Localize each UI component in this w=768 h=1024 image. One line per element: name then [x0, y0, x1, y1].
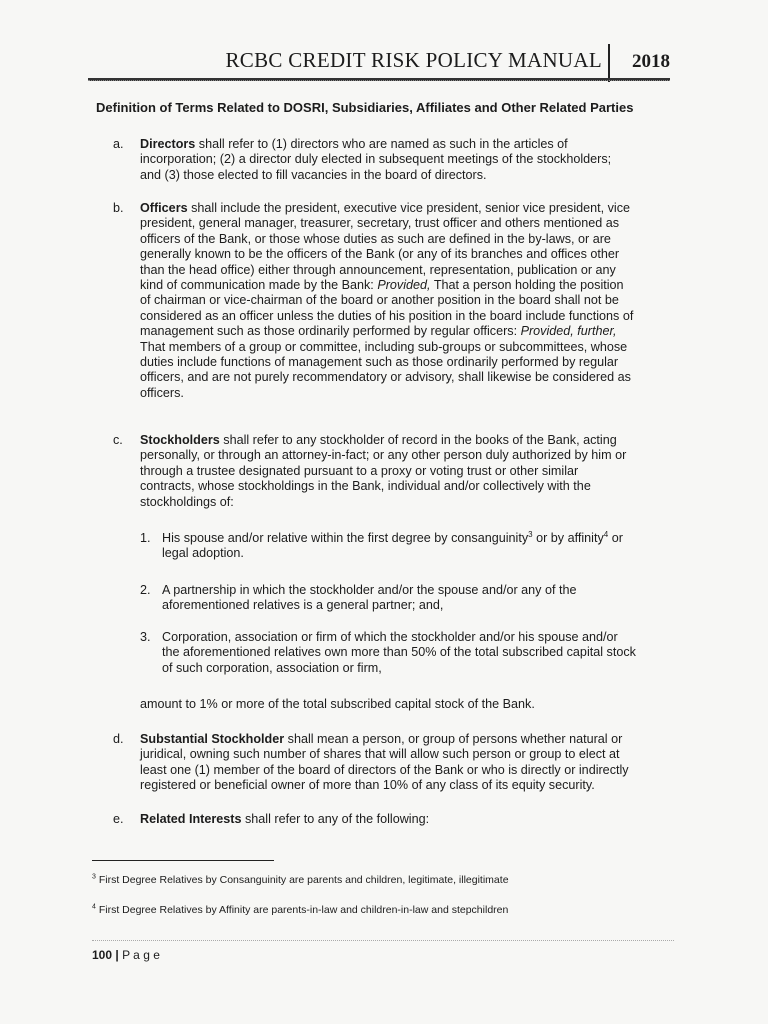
term-directors: Directors	[140, 137, 196, 151]
item-label: e.	[113, 812, 124, 826]
definition-officers: b. Officers shall include the president, executive vice president, senior vice president, vice president, general manager, treasurer, secretary, trust officer and others mentioned as officers of the Bank, or those whose duties as such are defined in the by-laws, or are generally known to be the officers of the Bank (or any of its branches and offices other than the head office) either through announcement, representation, publication or any kind of communication made by the Bank: Provided, That a person holding the position of chairman or vice-chairman of the board or another position in the board shall not be considered as an officer unless the duties of his position in the board include functions of management such as those ordinarily performed by regular officers: Provided, further, That members of a group or committee, including sub-groups or subcommittees, whose duties include functions of management such as those ordinarily performed by regular officers, and are not purely recommendatory or advisory, shall likewise be considered as officers.	[113, 201, 634, 400]
header-divider	[608, 44, 610, 82]
section-title: Definition of Terms Related to DOSRI, Subsidiaries, Affiliates and Other Related Parties	[96, 100, 634, 115]
stockholder-subitem-1: 1. His spouse and/or relative within the first degree by consanguinity$^3$ or by affinity$^4$ or legal adoption.	[140, 529, 623, 561]
header-year: 2018	[632, 51, 670, 72]
page-header	[88, 42, 674, 78]
term-officers: Officers	[140, 201, 188, 215]
item-label: d.	[113, 732, 124, 746]
stockholders-closing: amount to 1% or more of the total subscribed capital stock of the Bank.	[140, 697, 535, 711]
page-number: 100 | P a g e	[92, 948, 160, 962]
footnote-3: $^3$ First Degree Relatives by Consanguinity are parents and children, legitimate, illegitimate	[92, 873, 509, 886]
footnote-4: $^4$ First Degree Relatives by Affinity are parents-in-law and children-in-law and stepchildren	[92, 903, 509, 916]
definition-related-interests: e. Related Interests shall refer to any of the following:	[113, 812, 430, 826]
term-related-interests: Related Interests	[140, 812, 242, 826]
stockholder-subitem-3: 3. Corporation, association or firm of which the stockholder and/or his spouse and/or the aforementioned relatives own more than 50% of the total subscribed capital stock of such corporation, association or firm,	[140, 630, 636, 675]
item-label: c.	[113, 433, 123, 447]
header-rule	[88, 78, 670, 81]
definition-substantial-stockholder: d. Substantial Stockholder shall mean a person, or group of persons whether natural or juridical, owning such number of shares that will allow such person or group to elect at least one (1) member of the board of directors of the Bank or who is directly or indirectly registered or beneficial owner of more than 10% of any class of its equity security.	[113, 732, 629, 793]
item-label: b.	[113, 201, 124, 215]
definition-stockholders: c. Stockholders shall refer to any stockholder of record in the books of the Bank, acting personally, or through an attorney-in-fact; or any other person duly authorized by him or through a trustee designated pursuant to a proxy or voting trust or other similar contracts, whose stockholdings in the Bank, individual and/or collectively with the stockholdings of:	[113, 433, 627, 509]
stockholder-subitem-2: 2. A partnership in which the stockholder and/or the spouse and/or any of the aforementioned relatives is a general partner; and,	[140, 583, 577, 613]
footer-rule	[92, 940, 674, 942]
term-stockholders: Stockholders	[140, 433, 220, 447]
term-substantial-stockholder: Substantial Stockholder	[140, 732, 285, 746]
definition-directors: a. Directors shall refer to (1) directors who are named as such in the articles of incorporation; (2) a director duly elected in subsequent meetings of the stockholders; and (3) those elected to fill vacancies in the board of directors.	[113, 137, 612, 182]
item-label: a.	[113, 137, 124, 151]
header-title: RCBC CREDIT RISK POLICY MANUAL	[225, 48, 602, 72]
footnote-rule	[92, 860, 274, 861]
